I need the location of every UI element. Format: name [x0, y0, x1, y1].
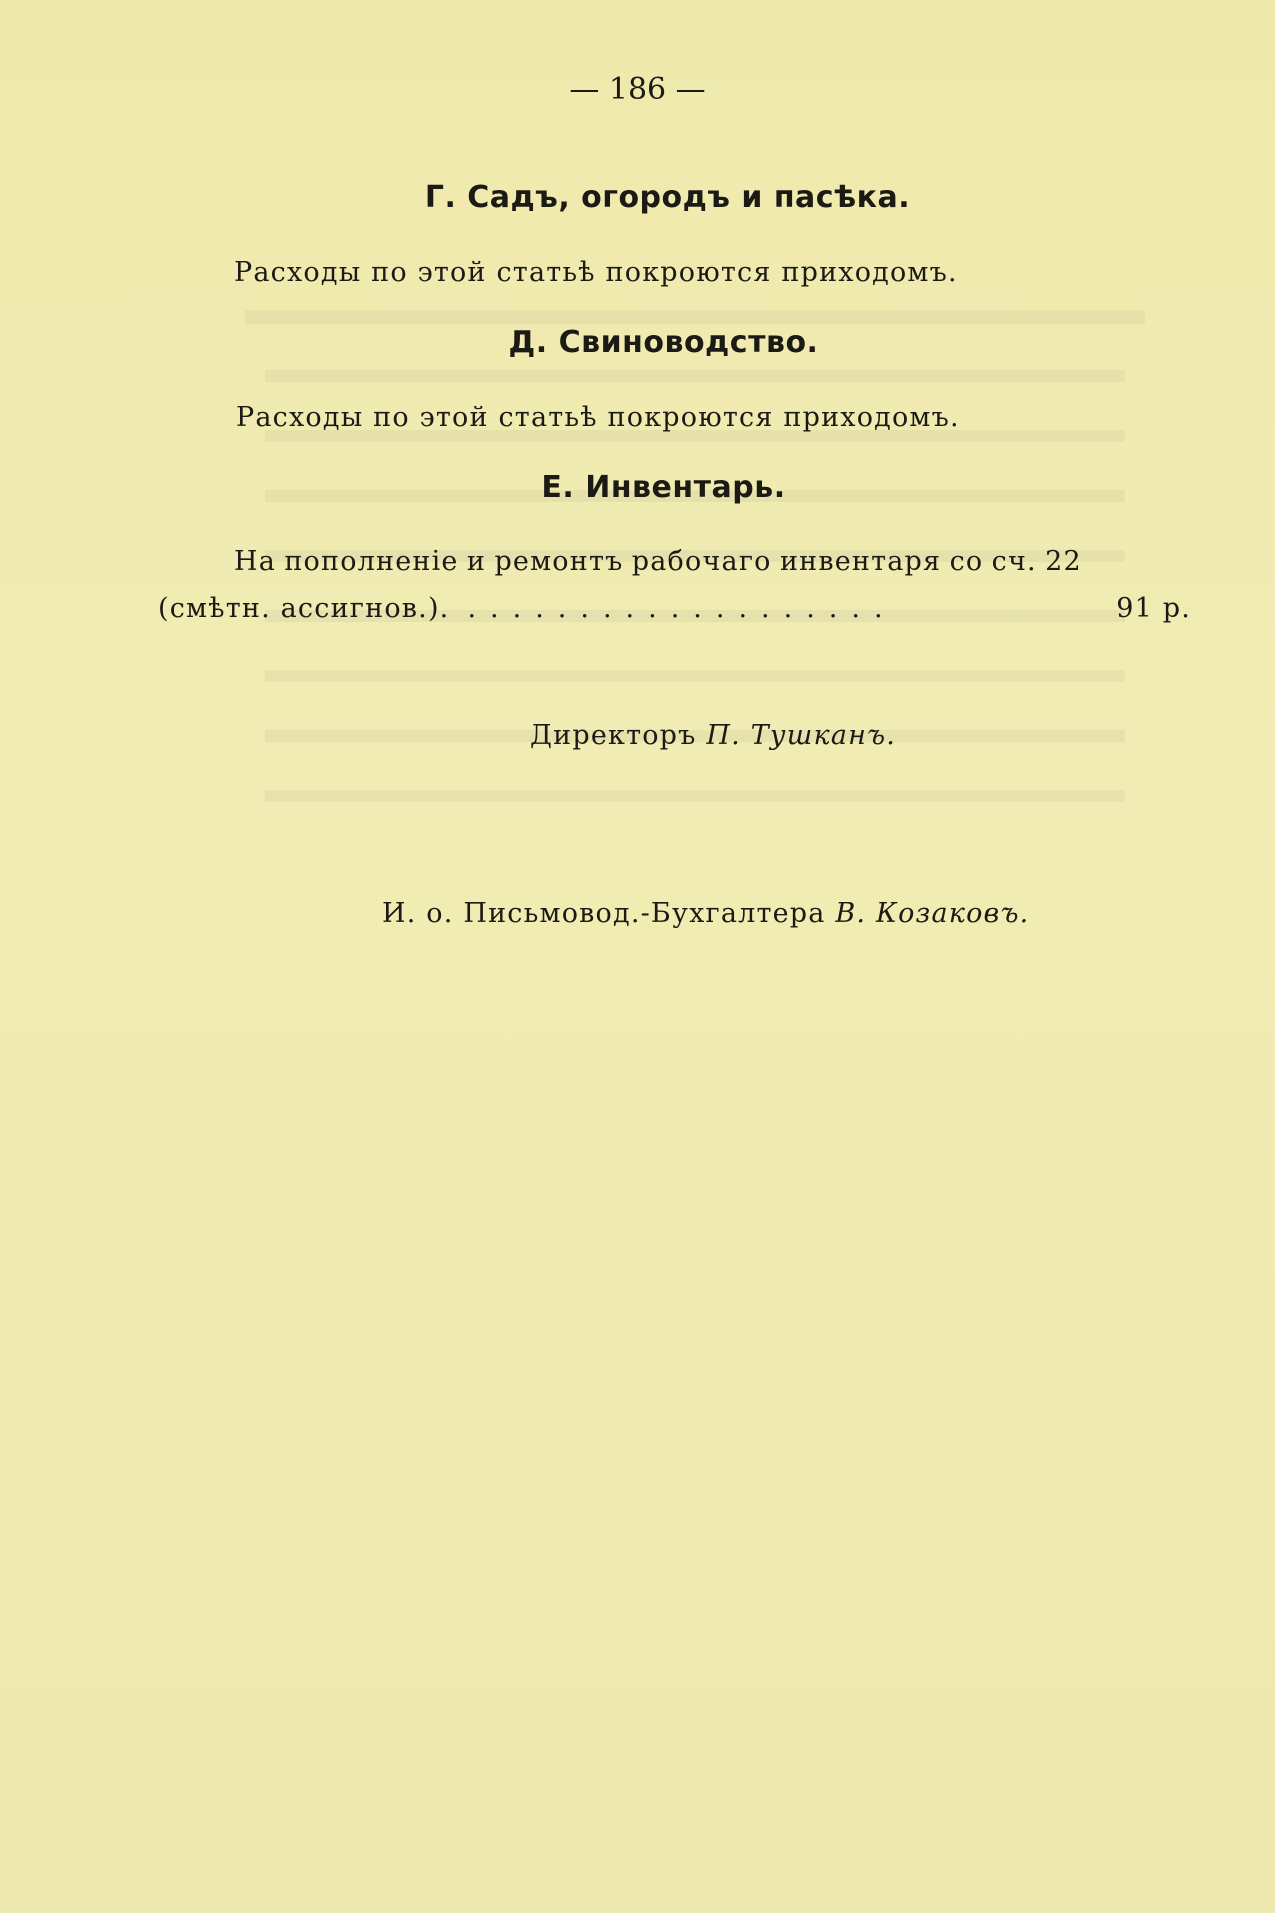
word: и: [466, 546, 487, 577]
text-garden: Расходы по этой статьѣ покроются приходомъ.: [234, 257, 958, 288]
word: пополненіе: [284, 546, 459, 577]
word: со: [949, 546, 984, 577]
heading-garden: Г. Садъ, огородъ и пасѣка.: [424, 180, 911, 215]
word: На: [234, 546, 277, 577]
director-title: Директоръ: [530, 720, 697, 751]
director-signature: [530, 720, 896, 751]
word: ремонтъ: [494, 546, 624, 577]
dot-leader: ...................: [467, 593, 897, 624]
clerk-title: И. о. Письмовод.-Бухгалтера: [382, 898, 826, 929]
text-pig-breeding: Расходы по этой статьѣ покроются приходомъ.: [236, 402, 960, 433]
director-name: П. Тушканъ.: [706, 720, 897, 751]
clerk-name: В. Козаковъ.: [835, 898, 1030, 929]
heading-inventory: Е. Инвентарь.: [541, 470, 786, 505]
word: инвентаря: [779, 546, 942, 577]
bleed-through-shadow: [205, 250, 1205, 1050]
inventory-line-2: [158, 593, 1191, 624]
word: сч.: [991, 546, 1037, 577]
page-number: — 186 —: [569, 72, 706, 107]
inventory-amount: 91 р.: [1116, 593, 1191, 624]
word: рабочаго: [631, 546, 772, 577]
heading-pig-breeding: Д. Свиноводство.: [508, 325, 819, 360]
inventory-label: (смѣтн. ассигнов.).: [158, 593, 450, 624]
clerk-signature: [382, 898, 1029, 929]
word: 22: [1045, 546, 1082, 577]
inventory-line-1: [234, 546, 1082, 577]
